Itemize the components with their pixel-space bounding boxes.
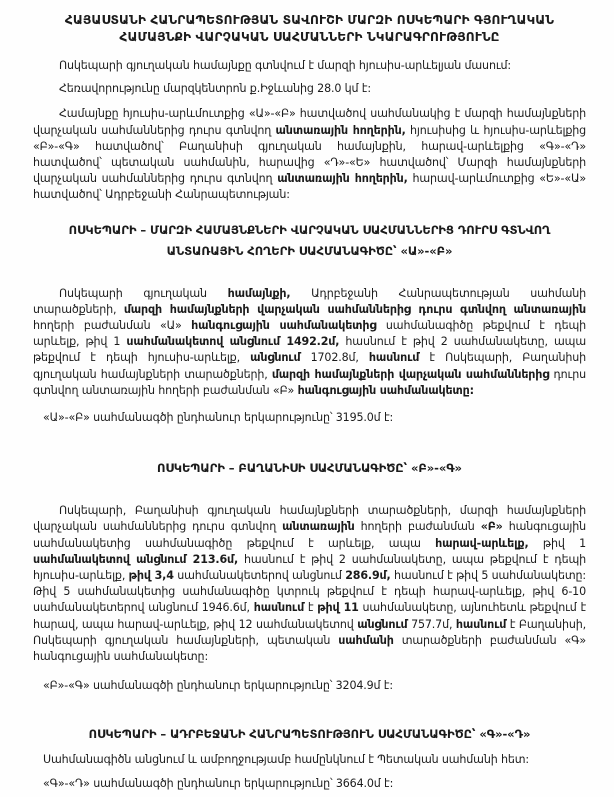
section-g-d-heading [33,724,586,745]
section-b-g-heading [33,458,586,479]
section-g-d-heading-line-1: ՈՍԿԵՊԱՐԻ – ԱԴՐԲԵՋԱՆԻ ՀԱՆՐԱՊԵՏՈՒԹՅՈՒՆ ՍԱՀՄԱՆԱԳԻԾԸ՝ «Գ»-«Դ» [88,727,531,742]
section-b-g-length-note: «Բ»-«Գ» սահմանագծի ընդհանուր երկարությունը՝ 3204.9մ է: [43,679,393,693]
intro-distance-paragraph: Հեռավորությունը մարզկենտրոն ք.Իջևանից 28.0 կմ է: [59,82,371,96]
section-b-g-heading-line-1: ՈՍԿԵՊԱՐԻ – ԲԱՂԱՆԻՍԻ ՍԱՀՄԱՆԱԳԻԾԸ՝ «Բ»-«Գ» [157,461,462,476]
section-a-b-length-note: «Ա»-«Բ» սահմանագծի ընդհանուր երկարությունը՝ 3195.0մ է: [43,411,394,425]
intro-boundaries-paragraph: Համայնքը հյուսիս-արևմուտքից «Ա»-«Բ» հատվածով սահմանակից է մարզի համայնքների վարչական սահմաններից դուրս գտնվող անտառային հողերին, հյուսիսից և հյուսիս-արևելքից «Բ»-«Գ» հատվածով՝ Բաղանիսի գյուղական համայնքին, հարավ-արևելքից «Գ»-«Դ» հատվածով՝ պետական սահմանին, հարավից «Դ»-«Ե» հատվածով՝ Մարզի համայնքների վարչական սահմաններից դուրս գտնվող անտառային հողերին, հարավ-արևմուտքից «Ե»-«Ա» հատվածով՝ Ադրբեջանի Հանրապետության: [33,107,586,202]
section-a-b-heading-line-2: ԱՆՏԱՌԱՅԻՆ ՀՈՂԵՐԻ ՍԱՀՄԱՆԱԳԻԾԸ՝ «Ա»-«Բ» [166,243,453,258]
title-line-1: ՀԱՅԱՍՏԱՆԻ ՀԱՆՐԱՊԵՏՈՒԹՅԱՆ ՏԱՎՈՒՇԻ ՄԱՐԶԻ ՈՍԿԵՊԱՐԻ ԳՅՈՒՂԱԿԱՆ [64,13,555,27]
document-title [33,12,586,45]
section-a-b-heading-line-1: ՈՍԿԵՊԱՐԻ – ՄԱՐԶԻ ՀԱՄԱՅՆՔՆԵՐԻ ՎԱՐՉԱԿԱՆ ՍԱՀՄԱՆՆԵՐԻՑ ԴՈՒՐՍ ԳՏՆՎՈՂ [68,222,551,237]
title-line-2: ՀԱՄԱՅՆՔԻ ՎԱՐՉԱԿԱՆ ՍԱՀՄԱՆՆԵՐԻ ՆԿԱՐԱԳՐՈՒԹՅՈՒՆԸ [119,29,500,44]
section-b-g-body: Ոսկեպարի, Բաղանիսի գյուղական համայնքների տարածքների, մարզի համայնքների վարչական սահմաններից դուրս գտնվող անտառային հողերի բաժանման «Բ» հանգուցային սահմանակետից սահմանագիծը թեքվում է արևելք, ապա հարավ-արևելք, թիվ 1 սահմանակետով անցնում 213.6մ, հասնում է թիվ 2 սահմանակետը, ապա թեքվում է դեպի հյուսիս-արևելք, թիվ 3,4 սահմանակետերով անցնում 286.9մ, հասնում է թիվ 5 սահմանակետը: Թիվ 5 սահմանակետից սահմանագիծը կտրուկ թեքվում է դեպի հարավ-արևելք, թիվ 6-10 սահմանակետերով անցնում 1946.6մ, հասնում է թիվ 11 սահմանակետը, այնուհետև թեքվում է հարավ, ապա հարավ-արևելք, թիվ 12 սահմանակետով անցնում 757.7մ, հասնում է Բաղանիսի, Ոսկեպարի գյուղական համայնքների, պետական սահմանի տարածքների բաժանման «Գ» հանգուցային սահմանակետը: [33,504,587,664]
section-g-d-length-note: «Գ»-«Դ» սահմանագծի ընդհանուր երկարությունը՝ 3664.0մ է: [43,776,394,790]
section-g-d-body: Սահմանագիծն անցնում և ամբողջությամբ համընկնում է Պետական սահմանի հետ: [43,753,529,767]
intro-location-paragraph: Ոսկեպարի գյուղական համայնքը գտնվում է մարզի հյուսիս-արևելյան մասում: [59,59,511,72]
section-a-b-body: Ոսկեպարի գյուղական համայնքի, Ադրբեջանի Հանրապետության սահմանի տարածքների, մարզի համայնքների վարչական սահմաններից դուրս գտնվող անտառային հողերի բաժանման «Ա» հանգուցային սահմանակետից սահմանագիծը թեքվում է դեպի արևելք, թիվ 1 սահմանակետով անցնում 1492.2մ, հասնում է թիվ 2 սահմանակետը, ապա թեքվում է դեպի հյուսիս-արևելք, անցնում 1702.8մ, հասնում է Ոսկեպարի, Բաղանիսի գյուղական համայնքների տարածքների, մարզի համայնքների վարչական սահմաններից դուրս գտնվող անտառային հողերի բաժանման «Բ» հանգուցային սահմանակետը: [33,286,587,397]
section-a-b-heading [33,220,586,262]
